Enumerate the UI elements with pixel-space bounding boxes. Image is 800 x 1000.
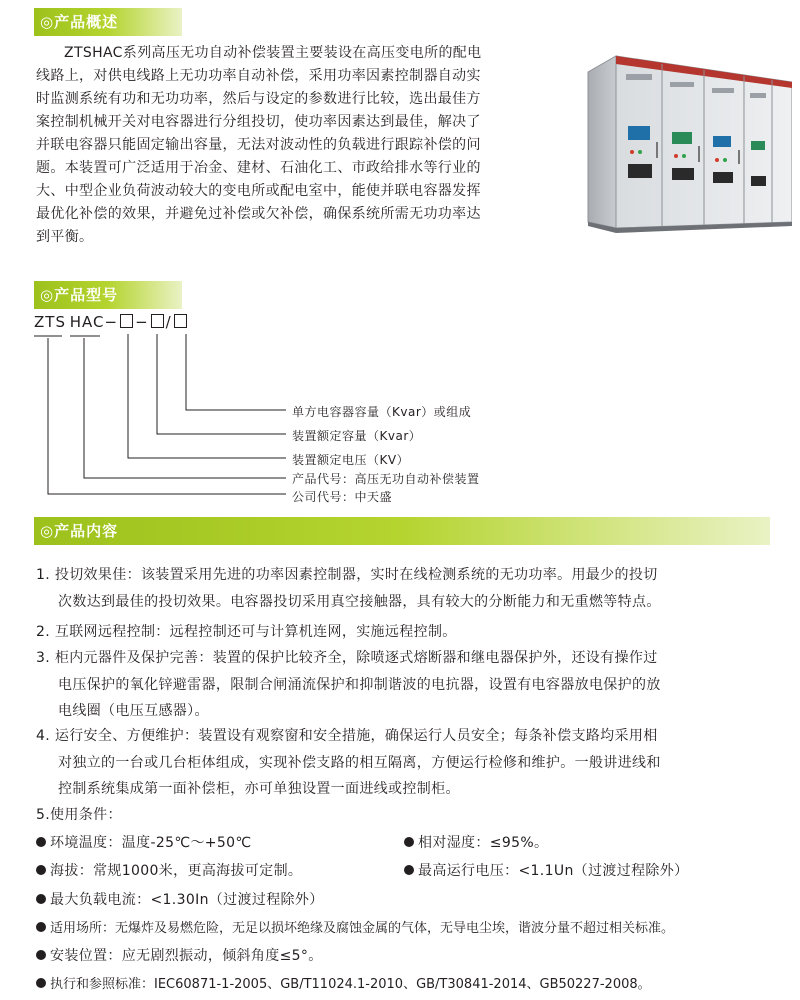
section-title-model: ◎产品型号 [40, 286, 119, 304]
bullet-icon [404, 865, 414, 875]
condition-item [36, 832, 251, 852]
condition-text: 海拔：常规1000米，更高海拔可定制。 [50, 863, 303, 879]
bullet-icon [36, 837, 46, 847]
model-label-company-code: 公司代号：中天盛 [292, 490, 393, 504]
section-header-bar-content [34, 517, 770, 545]
bullet-icon [404, 837, 414, 847]
model-label-rated-capacity: 装置额定容量（Kvar） [292, 429, 422, 443]
condition-text: 最大负载电流：<1.30In（过渡过程除外） [50, 892, 324, 908]
content-line: 电线圈（电压互感器）。 [58, 703, 209, 719]
bullet-icon [36, 922, 46, 932]
model-blank-box [120, 314, 133, 328]
condition-item [404, 832, 548, 852]
content-line: 电压保护的氧化锌避雷器，限制合闸涌流保护和抑制谐波的电抗器，设置有电容器放电保护的放 [58, 677, 661, 693]
content-line: 4. 运行安全、方便维护：装置设有观察窗和安全措施，确保运行人员安全；每条补偿支路均采用相 [36, 728, 658, 744]
bullet-icon [36, 865, 46, 875]
overview-line: 线路上，对供电线路上无功功率自动补偿，采用功率因素控制器自动实 [36, 68, 481, 84]
content-line: 1. 投切效果佳：该装置采用先进的功率因素控制器，实时在线检测系统的无功功率。用最少的投切 [36, 567, 658, 583]
condition-text: 环境温度：温度-25℃～+50℃ [50, 835, 252, 851]
condition-item [36, 860, 302, 880]
content-line: 次数达到最佳的投切效果。电容器投切采用真空接触器，具有较大的分断能力和无重燃等特点。 [58, 594, 661, 610]
condition-text: 适用场所：无爆炸及易燃危险，无足以损坏绝缘及腐蚀金属的气体，无导电尘埃，谐波分量不超过相关标准。 [50, 921, 675, 936]
model-prefix: ZTS [34, 313, 66, 331]
condition-item [36, 917, 674, 936]
model-separator: / [165, 313, 172, 331]
switchgear-cabinet-image [586, 52, 792, 234]
model-label-product-code: 产品代号：高压无功自动补偿装置 [292, 472, 480, 486]
model-mid: HAC [69, 313, 105, 331]
condition-text: 相对湿度：≤95%。 [418, 835, 549, 851]
model-label-rated-voltage: 装置额定电压（KV） [292, 453, 410, 467]
model-separator: − [135, 313, 149, 331]
overview-line: 题。本装置可广泛适用于冶金、建材、石油化工、市政给排水等行业的 [36, 160, 481, 176]
overview-line: 并联电容器只能固定输出容量，无法对波动性的负载进行跟踪补偿的问 [36, 137, 481, 153]
overview-line: 到平衡。 [36, 229, 94, 245]
model-label-unit-capacitor: 单方电容器容量（Kvar）或组成 [292, 405, 472, 419]
condition-text: 最高运行电压：<1.1Un（过渡过程除外） [418, 863, 689, 879]
condition-item [36, 889, 324, 909]
overview-line: 时监测系统有功和无功功率，然后与设定的参数进行比较，选出最佳方 [36, 91, 481, 107]
condition-item [36, 945, 323, 965]
condition-item [404, 860, 688, 880]
condition-text: 安装位置：应无剧烈振动，倾斜角度≤5°。 [50, 948, 323, 964]
content-line: 2. 互联网远程控制：远程控制还可与计算机连网，实施远程控制。 [36, 624, 457, 640]
model-separator: − [104, 313, 119, 331]
model-code [34, 313, 189, 331]
overview-line: 最优化补偿的效果，并避免过补偿或欠补偿，确保系统所需无功功率达 [36, 206, 481, 222]
bullet-icon [36, 978, 46, 988]
condition-item [36, 973, 651, 992]
section-title-content: ◎产品内容 [40, 522, 119, 540]
section-title-overview: ◎产品概述 [40, 13, 119, 31]
content-line: 5.使用条件： [36, 807, 122, 823]
bullet-icon [36, 950, 46, 960]
content-line: 对独立的一台或几台柜体组成，实现补偿支路的相互隔离，方便运行检修和维护。一般讲进线和 [58, 755, 661, 771]
overview-line: 案控制机械开关对电容器进行分组投切，使功率因素达到最佳，解决了 [36, 114, 481, 130]
model-blank-box [151, 314, 164, 328]
content-line: 3. 柜内元器件及保护完善：装置的保护比较齐全，除喷逐式熔断器和继电器保护外，还设有操作过 [36, 650, 658, 666]
overview-line: ZTSHAC系列高压无功自动补偿装置主要装设在高压变电所的配电 [64, 45, 482, 61]
content-line: 控制系统集成第一面补偿柜，亦可单独设置一面进线或控制柜。 [58, 781, 460, 797]
condition-text: 执行和参照标准：IEC60871-1-2005、GB/T11024.1-2010、GB/T30841-2014、GB50227-2008。 [50, 977, 651, 992]
overview-line: 大、中型企业负荷波动较大的变电所或配电室中，能使并联电容器发挥 [36, 183, 481, 199]
bullet-icon [36, 894, 46, 904]
overview-paragraph [36, 42, 566, 249]
model-blank-box [174, 314, 187, 328]
